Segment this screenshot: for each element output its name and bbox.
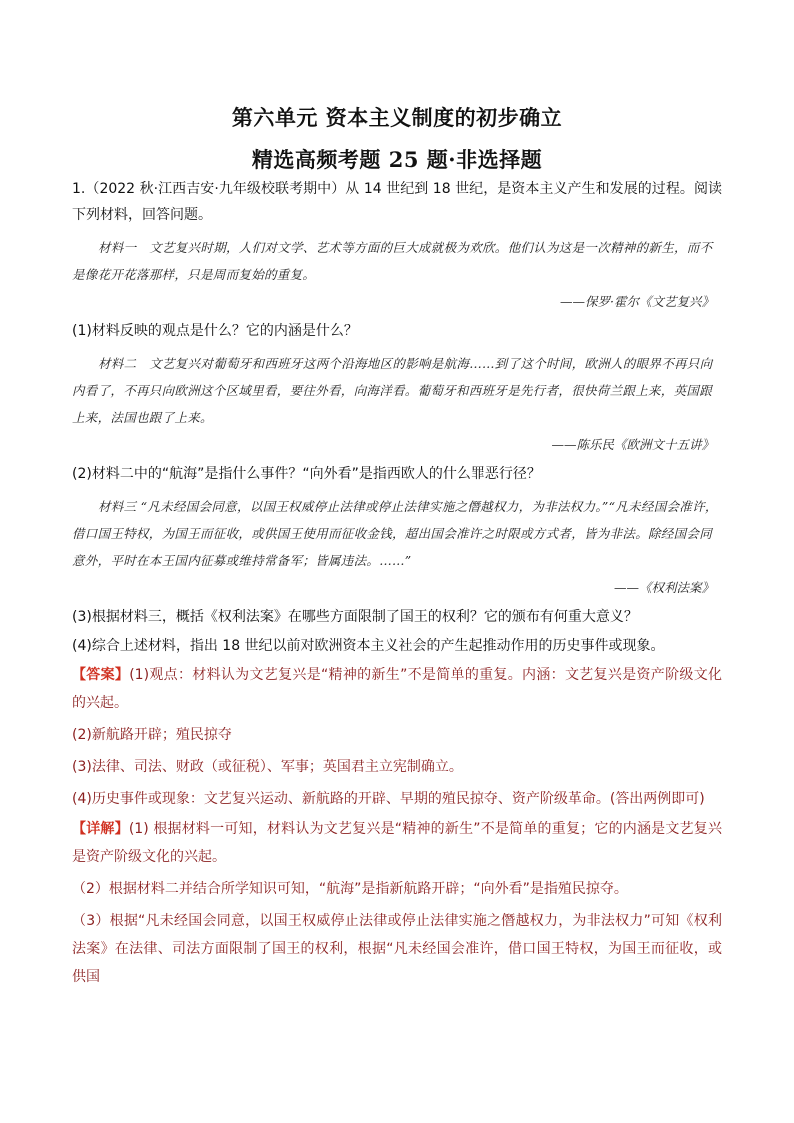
question-intro: 1.（2022 秋·江西吉安·九年级校联考期中）从 14 世纪到 18 世纪，是资本主义产生和发展的过程。阅读下列材料，回答问题。 — [72, 181, 722, 223]
sub-question-4: (4)综合上述材料，指出 18 世纪以前对欧洲资本主义社会的产生起推动作用的历史事件或现象。 — [72, 638, 665, 654]
sub-question-3: (3)根据材料三，概括《权利法案》在哪些方面限制了国王的权利？它的颁布有何重大意义？ — [72, 609, 638, 625]
answer-tag: 【答案】 — [72, 667, 130, 683]
sub-title: 精选高频考题 25 题·非选择题 — [251, 147, 543, 172]
answer-1-text: (1)观点：材料认为文艺复兴是“精神的新生”不是简单的重复。内涵：文艺复兴是资产阶级文化的兴起。 — [72, 667, 722, 711]
sub-question-1: (1)材料反映的观点是什么？它的内涵是什么？ — [72, 323, 358, 339]
detail-2: （2）根据材料二并结合所学知识可知，“航海”是指新航路开辟；“向外看”是指殖民掠夺。 — [72, 881, 628, 897]
material-2: 材料二 文艺复兴对葡萄牙和西班牙这两个沿海地区的影响是航海……到了这个时间，欧洲人的眼界不再只向内看了，不再只向欧洲这个区域里看，要往外看，向海洋看。葡萄牙和西班牙是先行者，很快荷兰跟上来，英国跟上来，法国也跟了上来。 — [72, 356, 713, 425]
detail-tag: 【详解】 — [72, 821, 129, 837]
answer-2: (2)新航路开辟；殖民掠夺 — [72, 727, 232, 743]
document-page — [72, 96, 722, 991]
material-3-source: ——《权利法案》 — [613, 580, 714, 595]
material-1-source: ——保罗·霍尔《文艺复兴》 — [560, 294, 714, 309]
answer-3: (3)法律、司法、财政（或征税）、军事；英国君主立宪制确立。 — [72, 759, 463, 775]
answer-1 — [72, 661, 722, 717]
material-1: 材料一 文艺复兴时期，人们对文学、艺术等方面的巨大成就极为欢欣。他们认为这是一次精神的新生，而不是像花开花落那样，只是周而复始的重复。 — [72, 240, 713, 282]
sub-question-2: (2)材料二中的“航海”是指什么事件？“向外看”是指西欧人的什么罪恶行径？ — [72, 466, 541, 482]
detail-1 — [72, 815, 722, 871]
material-2-source: ——陈乐民《欧洲文十五讲》 — [551, 437, 714, 452]
unit-title: 第六单元 资本主义制度的初步确立 — [231, 105, 563, 130]
detail-3: （3）根据“凡未经国会同意，以国王权威停止法律或停止法律实施之僭越权力，为非法权力”可知《权利法案》在法律、司法方面限制了国王的权利，根据“凡未经国会准许，借口国王特权，为国王而征收，或供国 — [72, 913, 722, 985]
detail-1-text: (1) 根据材料一可知，材料认为文艺复兴是“精神的新生”不是简单的重复；它的内涵是文艺复兴是资产阶级文化的兴起。 — [72, 821, 722, 865]
answer-4: (4)历史事件或现象：文艺复兴运动、新航路的开辟、早期的殖民掠夺、资产阶级革命。(答出两例即可) — [72, 791, 705, 807]
material-3: 材料三 “凡未经国会同意，以国王权威停止法律或停止法律实施之僭越权力，为非法权力。”“凡未经国会准许，借口国王特权，为国王而征收，或供国王使用而征收金钱，超出国会准许之时限或方式者，皆为非法。除经国会同意外，平时在本王国内征募或维持常备军；皆属违法。……” — [72, 499, 718, 568]
